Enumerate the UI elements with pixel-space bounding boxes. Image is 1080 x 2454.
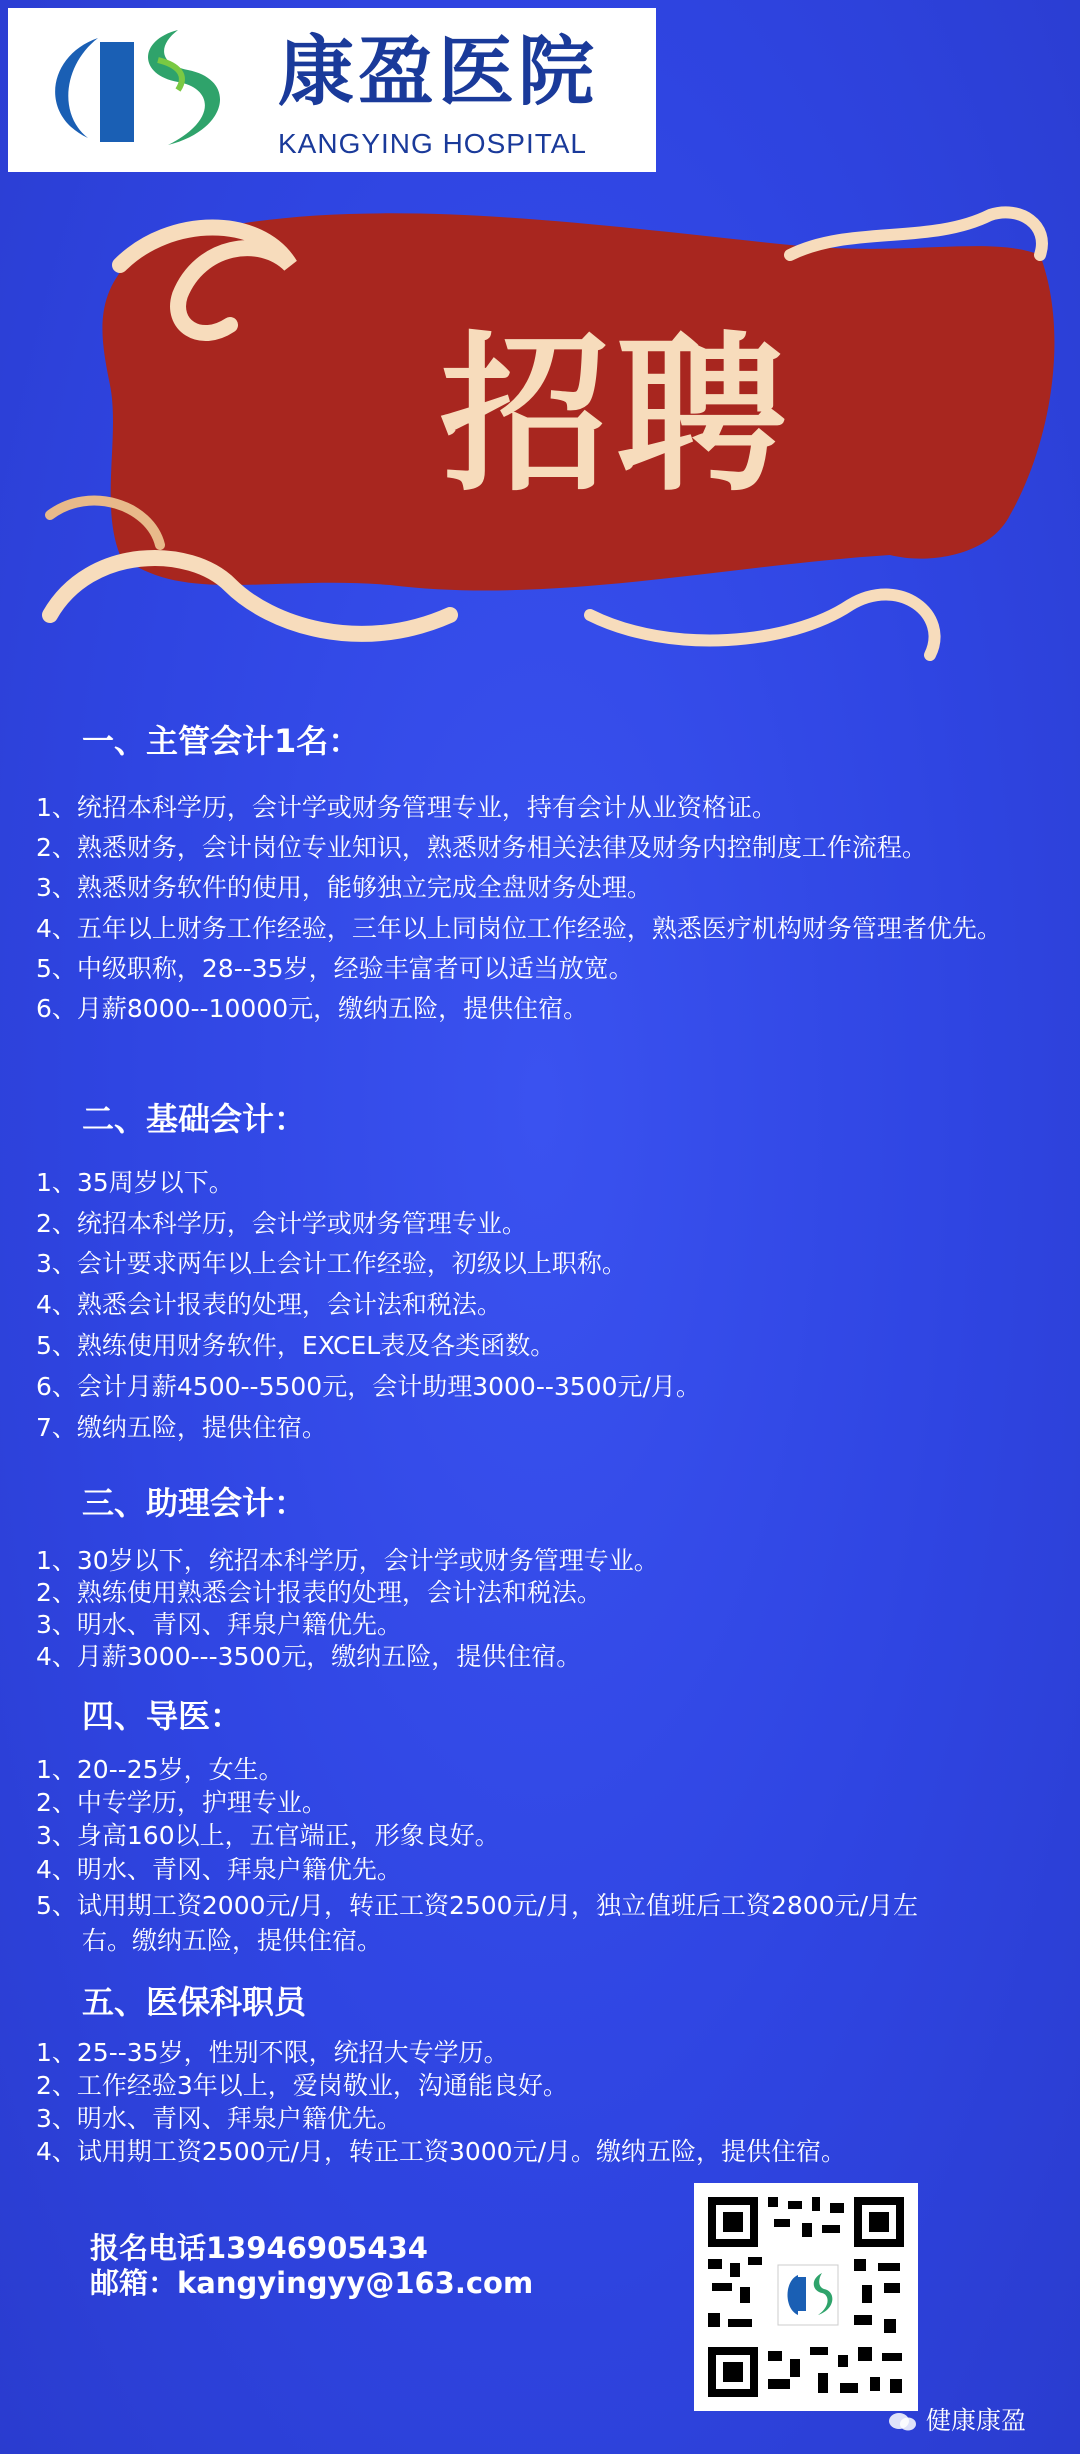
hospital-logo [8, 8, 656, 172]
list-item: 4、月薪3000---3500元，缴纳五险，提供住宿。 [36, 1642, 582, 1671]
list-item: 4、五年以上财务工作经验，三年以上同岗位工作经验，熟悉医疗机构财务管理者优先。 [36, 914, 1002, 943]
list-item: 5、试用期工资2000元/月，转正工资2500元/月，独立值班后工资2800元/月左 [36, 1891, 919, 1920]
list-item-continuation: 右。缴纳五险，提供住宿。 [82, 1926, 383, 1955]
list-item: 1、25--35岁，性别不限，统招大专学历。 [36, 2038, 509, 2067]
list-item: 5、熟练使用财务软件，EXCEL表及各类函数。 [36, 1331, 556, 1360]
list-item: 3、明水、青冈、拜泉户籍优先。 [36, 2104, 402, 2133]
list-item: 7、缴纳五险，提供住宿。 [36, 1413, 327, 1442]
list-item: 1、20--25岁，女生。 [36, 1755, 284, 1784]
list-item: 2、中专学历，护理专业。 [36, 1788, 327, 1817]
list-item: 3、熟悉财务软件的使用，能够独立完成全盘财务处理。 [36, 873, 652, 902]
list-item: 4、试用期工资2500元/月，转正工资3000元/月。缴纳五险，提供住宿。 [36, 2137, 846, 2166]
section-title: 一、主管会计1名： [82, 722, 361, 760]
list-item: 1、35周岁以下。 [36, 1168, 234, 1197]
hospital-name-en: KANGYING HOSPITAL [278, 128, 587, 159]
list-item: 2、统招本科学历，会计学或财务管理专业。 [36, 1209, 527, 1238]
qr-code [694, 2183, 918, 2411]
hospital-emblem-icon [28, 20, 248, 160]
watermark-text: 健康康盈 [925, 2406, 1026, 2435]
section-title: 二、基础会计： [82, 1100, 307, 1138]
list-item: 1、30岁以下，统招本科学历，会计学或财务管理专业。 [36, 1546, 659, 1575]
list-item: 6、月薪8000--10000元，缴纳五险，提供住宿。 [36, 994, 589, 1023]
list-item: 6、会计月薪4500--5500元，会计助理3000--3500元/月。 [36, 1372, 701, 1401]
banner-title: 招聘 [440, 315, 793, 515]
list-item: 2、熟悉财务，会计岗位专业知识，熟悉财务相关法律及财务内控制度工作流程。 [36, 833, 927, 862]
wechat-icon [888, 2411, 918, 2433]
hospital-name-cn: 康盈医院 [278, 27, 598, 116]
list-item: 4、明水、青冈、拜泉户籍优先。 [36, 1855, 402, 1884]
list-item: 5、中级职称，28--35岁，经验丰富者可以适当放宽。 [36, 954, 634, 983]
list-item: 2、熟练使用熟悉会计报表的处理，会计法和税法。 [36, 1578, 602, 1607]
list-item: 3、会计要求两年以上会计工作经验，初级以上职称。 [36, 1249, 627, 1278]
watermark [888, 2408, 1026, 2433]
list-item: 1、统招本科学历，会计学或财务管理专业，持有会计从业资格证。 [36, 793, 777, 822]
contact-phone: 报名电话13946905434 [90, 2231, 428, 2265]
section-title: 三、助理会计： [82, 1484, 307, 1522]
section-title: 四、导医： [82, 1697, 243, 1735]
list-item: 4、熟悉会计报表的处理，会计法和税法。 [36, 1290, 502, 1319]
section-title: 五、医保科职员 [82, 1983, 307, 2021]
list-item: 3、身高160以上，五官端正，形象良好。 [36, 1821, 500, 1850]
qr-code-icon [694, 2183, 918, 2411]
contact-email: 邮箱：kangyingyy@163.com [90, 2266, 534, 2300]
list-item: 2、工作经验3年以上，爱岗敬业，沟通能良好。 [36, 2071, 568, 2100]
list-item: 3、明水、青冈、拜泉户籍优先。 [36, 1610, 402, 1639]
